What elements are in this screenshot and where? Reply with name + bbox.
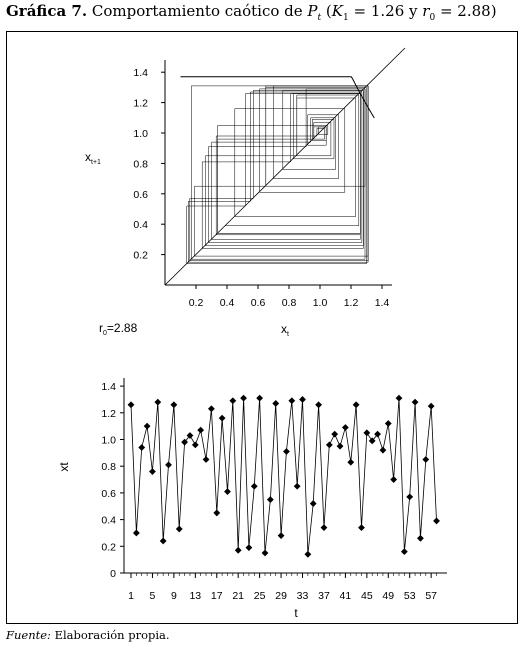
series-point <box>165 461 172 468</box>
cobweb-y-tick-label: 0.6 <box>133 188 148 201</box>
series-point <box>417 535 424 542</box>
series-x-tick-label: 5 <box>149 590 156 602</box>
caption-k-val: = 1.26 y <box>353 2 418 20</box>
identity-line <box>165 48 405 285</box>
series-point <box>337 443 344 450</box>
series-point <box>406 494 413 501</box>
cobweb-y-tick-label: 0.2 <box>133 249 148 262</box>
series-point <box>176 526 183 533</box>
series-line <box>131 398 437 554</box>
series-x-tick-label: 13 <box>189 590 202 602</box>
cobweb-ylabel: $x_{t+1}$ <box>85 150 101 166</box>
series-point <box>380 447 387 454</box>
series-y-tick-label: 0.8 <box>101 461 116 474</box>
series-point <box>278 532 285 539</box>
series-point <box>240 395 247 402</box>
series-x-tick-label: 1 <box>128 590 134 602</box>
series-point <box>385 420 392 427</box>
series-point <box>321 524 328 531</box>
series-point <box>267 496 274 503</box>
series-point <box>160 538 167 545</box>
cobweb-y-tick-label: 1.0 <box>133 128 148 140</box>
series-x-tick-label: 49 <box>382 590 395 602</box>
series-point <box>272 400 279 407</box>
r0-annotation: $r_0=2.88$ <box>99 321 138 337</box>
series-point <box>219 415 226 422</box>
series-x-tick-label: 45 <box>360 590 373 602</box>
series-point <box>390 476 397 483</box>
caption-r-sub: 0 <box>429 13 436 23</box>
series-y-tick-label: 1.2 <box>101 407 116 420</box>
series-point <box>138 444 145 451</box>
caption-r: r <box>422 2 430 20</box>
series-point <box>396 395 403 402</box>
cobweb-x-tick-label: 0.4 <box>219 297 235 309</box>
cobweb-x-tick-label: 0.8 <box>281 297 297 309</box>
series-y-tick-label: 1.4 <box>101 381 116 394</box>
caption-number: Gráfica 7. <box>6 2 88 20</box>
series-point <box>251 483 258 490</box>
series-x-tick-label: 41 <box>339 590 352 602</box>
cobweb-x-tick-label: 1.2 <box>343 297 359 309</box>
series-point <box>310 500 317 507</box>
series-point <box>422 456 429 463</box>
cobweb-y-tick-label: 1.2 <box>133 97 148 110</box>
source-label: Fuente: <box>6 628 51 642</box>
series-point <box>299 396 306 403</box>
series-x-tick-label: 25 <box>253 590 266 602</box>
series-point <box>224 488 231 495</box>
cobweb-x-tick-label: 0.6 <box>250 297 266 309</box>
series-point <box>192 441 199 448</box>
series-point <box>401 548 408 555</box>
series-point <box>353 401 360 408</box>
series-ylabel: xt <box>57 462 71 472</box>
series-point <box>358 524 365 531</box>
series-point <box>213 510 220 517</box>
series-point <box>363 429 370 436</box>
series-point <box>347 459 354 466</box>
series-point <box>149 468 156 475</box>
series-point <box>283 448 290 455</box>
series-point <box>208 405 215 412</box>
cobweb-chart <box>133 48 405 309</box>
caption-k: K <box>331 2 343 20</box>
cobweb-y-tick-label: 0.8 <box>133 158 148 171</box>
series-point <box>256 395 263 402</box>
cobweb-x-tick-label: 1.0 <box>312 297 328 309</box>
series-point <box>428 403 435 410</box>
series-point <box>326 441 333 448</box>
cobweb-y-tick-label: 1.4 <box>133 67 148 80</box>
series-xlabel: t <box>294 606 298 620</box>
series-x-tick-label: 53 <box>403 590 416 602</box>
series-point <box>170 401 177 408</box>
series-x-tick-label: 37 <box>318 590 330 602</box>
cobweb-x-tick-label: 1.4 <box>374 297 390 309</box>
series-point <box>128 401 135 408</box>
cobweb-xlabel: $x_t$ <box>281 322 289 338</box>
series-x-tick-label: 9 <box>170 590 177 602</box>
series-point <box>315 401 322 408</box>
series-x-tick-label: 17 <box>210 590 223 602</box>
series-point <box>412 399 419 406</box>
caption-var: P <box>307 2 318 20</box>
series-point <box>154 399 161 406</box>
source-text: Elaboración propia. <box>54 628 170 642</box>
series-point <box>246 544 253 551</box>
series-point <box>294 483 301 490</box>
series-point <box>235 547 242 554</box>
series-point <box>433 518 440 525</box>
series-x-tick-label: 29 <box>275 590 287 602</box>
series-x-tick-label: 33 <box>296 590 309 602</box>
series-y-tick-label: 0.6 <box>101 487 116 500</box>
caption-var-sub: t <box>317 13 322 23</box>
caption-text: Comportamiento caótico de <box>91 2 303 20</box>
series-point <box>133 530 140 537</box>
series-point <box>203 456 210 463</box>
series-point <box>288 397 295 404</box>
series-point <box>144 423 151 430</box>
map-curve <box>181 77 375 118</box>
series-point <box>197 427 204 434</box>
series-x-tick-label: 21 <box>232 590 245 602</box>
time-series-chart <box>101 378 447 602</box>
figure-caption: Gráfica 7. Comportamiento caótico de $P_t$ ($K_1 = 1.26$ y $r_0 = 2.88$) <box>6 2 497 23</box>
series-x-tick-label: 57 <box>425 590 438 602</box>
series-y-tick-label: 0 <box>110 568 116 580</box>
source-note <box>6 628 170 642</box>
caption-r-val: = 2.88) <box>439 2 497 20</box>
series-y-tick-label: 0.4 <box>101 514 116 527</box>
cobweb-y-tick-label: 0.4 <box>133 219 148 232</box>
cobweb-x-tick-label: 0.2 <box>188 297 204 309</box>
series-point <box>331 431 338 438</box>
series-point <box>304 551 311 558</box>
series-point <box>229 397 236 404</box>
series-y-tick-label: 0.2 <box>101 541 116 554</box>
caption-k-sub: 1 <box>342 13 349 23</box>
series-point <box>342 424 349 431</box>
series-y-tick-label: 1.0 <box>101 434 116 447</box>
series-point <box>262 550 269 557</box>
